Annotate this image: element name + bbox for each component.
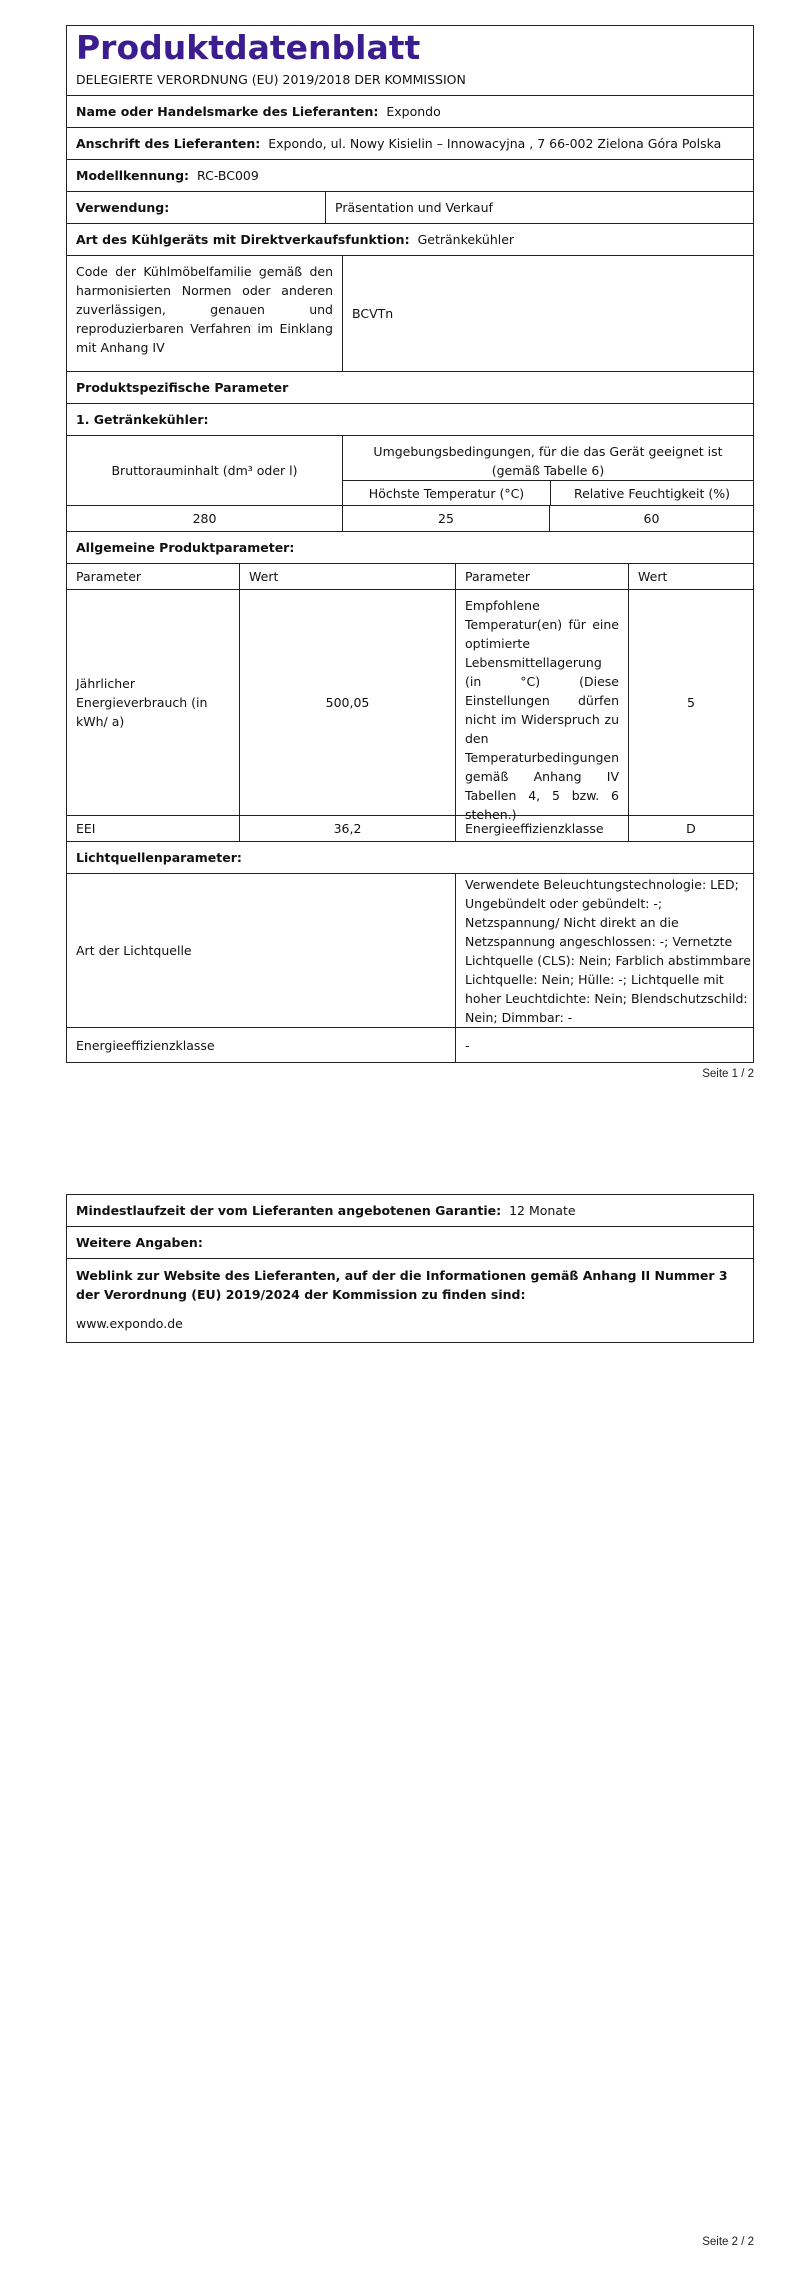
warranty-value: 12 Monate — [509, 1203, 576, 1218]
supplier-name-label: Name oder Handelsmarke des Lieferanten: — [76, 104, 379, 119]
column-header-parameter-1: Parameter — [76, 569, 142, 584]
appliance-type-value: Getränkekühler — [417, 232, 515, 247]
column-header-value-2: Wert — [628, 564, 753, 589]
rel-humidity-label: Relative Feuchtigkeit (%) — [550, 481, 753, 506]
general-params-header-row — [67, 564, 753, 590]
further-info-label: Weitere Angaben: — [76, 1235, 203, 1250]
eei-label: EEI — [76, 821, 96, 836]
recommended-temp-value: 5 — [628, 590, 753, 815]
energy-class-label: Energieeffizienzklasse — [455, 816, 628, 841]
volume-values-row — [67, 506, 753, 532]
warranty-row — [67, 1195, 753, 1227]
recommended-temp-label: Empfohlene Temperatur(en) für eine optimierte Lebensmittellagerung (in °C) (Diese Einstellungen dürfen nicht im Widerspruch zu den Temperaturbedingungen gemäß Anhang IV Tabellen 4, 5 bzw. 6 stehen.) — [455, 590, 628, 815]
weblink-row — [67, 1259, 753, 1342]
model-label: Modellkennung: — [76, 168, 190, 183]
ambient-conditions-label: Umgebungsbedingungen, für die das Gerät geeignet ist (gemäß Tabelle 6) — [343, 436, 753, 481]
header-row — [67, 26, 753, 96]
light-energy-class-value: - — [455, 1028, 753, 1062]
supplier-address-label: Anschrift des Lieferanten: — [76, 136, 261, 151]
max-temp-value: 25 — [342, 506, 549, 531]
page-number-2: Seite 2 / 2 — [702, 2236, 754, 2248]
energy-row — [67, 590, 753, 822]
light-energy-class-label: Energieeffizienzklasse — [76, 1037, 215, 1053]
eei-row — [67, 816, 753, 842]
supplier-address-value: Expondo, ul. Nowy Kisielin – Innowacyjna , 7 66-002 Zielona Góra Polska — [268, 136, 722, 151]
datasheet-table-continued — [66, 1194, 754, 1343]
light-source-type-label: Art der Lichtquelle — [76, 943, 192, 958]
energy-consumption-label: Jährlicher Energieverbrauch (in kWh/ a) — [76, 676, 208, 729]
further-info-row — [67, 1227, 753, 1259]
appliance-type-label: Art des Kühlgeräts mit Direktverkaufsfunktion: — [76, 232, 410, 247]
usage-label: Verwendung: — [76, 200, 170, 215]
eei-value: 36,2 — [239, 816, 455, 841]
weblink-label: Weblink zur Website des Lieferanten, auf der die Informationen gemäß Anhang II Nummer 3 der Verordnung (EU) 2019/2024 der Kommission zu finden sind: — [76, 1268, 728, 1302]
gross-volume-label: Bruttorauminhalt (dm³ oder l) — [111, 463, 298, 478]
gross-volume-value: 280 — [192, 511, 217, 526]
supplier-name-row — [67, 96, 753, 128]
light-params-heading-row — [67, 842, 753, 874]
page-2 — [0, 1146, 810, 2292]
volume-header-row — [67, 436, 753, 506]
beverage-cooler-heading: 1. Getränkekühler: — [76, 412, 209, 427]
model-value: RC-BC009 — [197, 168, 259, 183]
page-number-1: Seite 1 / 2 — [702, 1068, 754, 1080]
product-params-heading-row — [67, 372, 753, 404]
family-code-label: Code der Kühlmöbelfamilie gemäß den harmonisierten Normen oder anderen zuverlässigen, genauen und reproduzierbaren Verfahren im Einklang mit Anhang IV — [76, 264, 333, 355]
column-header-parameter-2: Parameter — [455, 564, 628, 589]
page-title: Produktdatenblatt — [76, 28, 421, 67]
supplier-name-value: Expondo — [386, 104, 441, 119]
energy-consumption-value: 500,05 — [239, 590, 455, 815]
column-header-value-1: Wert — [239, 564, 455, 589]
datasheet-table — [66, 25, 754, 1063]
light-eff-class-row — [67, 1028, 753, 1062]
weblink-value[interactable]: www.expondo.de — [76, 1316, 183, 1331]
light-source-type-value: Verwendete Beleuchtungstechnologie: LED; Ungebündelt oder gebündelt: -; Netzspannung/ Nicht direkt an die Netzspannung angeschlossen: -; Vernetzte Lichtquelle (CLS): Nein; Farblich abstimmbare Lichtquelle: Nein; Hülle: -; Lichtquelle mit hoher Leuchtdichte: Nein; Blendschutzschild: Nein; Dimmbar: - — [455, 874, 753, 1027]
supplier-address-row — [67, 128, 753, 160]
rel-humidity-value: 60 — [549, 506, 753, 531]
appliance-type-row — [67, 224, 753, 256]
warranty-label: Mindestlaufzeit der vom Lieferanten angebotenen Garantie: — [76, 1203, 502, 1218]
ambient-subheaders — [343, 481, 753, 506]
product-params-heading: Produktspezifische Parameter — [76, 380, 289, 395]
model-row — [67, 160, 753, 192]
energy-class-value: D — [628, 816, 753, 841]
general-params-heading: Allgemeine Produktparameter: — [76, 540, 295, 555]
usage-row — [67, 192, 753, 224]
beverage-cooler-heading-row — [67, 404, 753, 436]
max-temp-label: Höchste Temperatur (°C) — [368, 486, 525, 501]
usage-value: Präsentation und Verkauf — [325, 192, 753, 223]
regulation-subtitle: DELEGIERTE VERORDNUNG (EU) 2019/2018 DER KOMMISSION — [76, 72, 466, 87]
light-params-heading: Lichtquellenparameter: — [76, 850, 242, 865]
family-code-row — [67, 256, 753, 372]
ambient-conditions-group — [342, 436, 753, 505]
general-params-heading-row — [67, 532, 753, 564]
family-code-value: BCVTn — [342, 256, 753, 371]
light-type-row — [67, 874, 753, 1028]
